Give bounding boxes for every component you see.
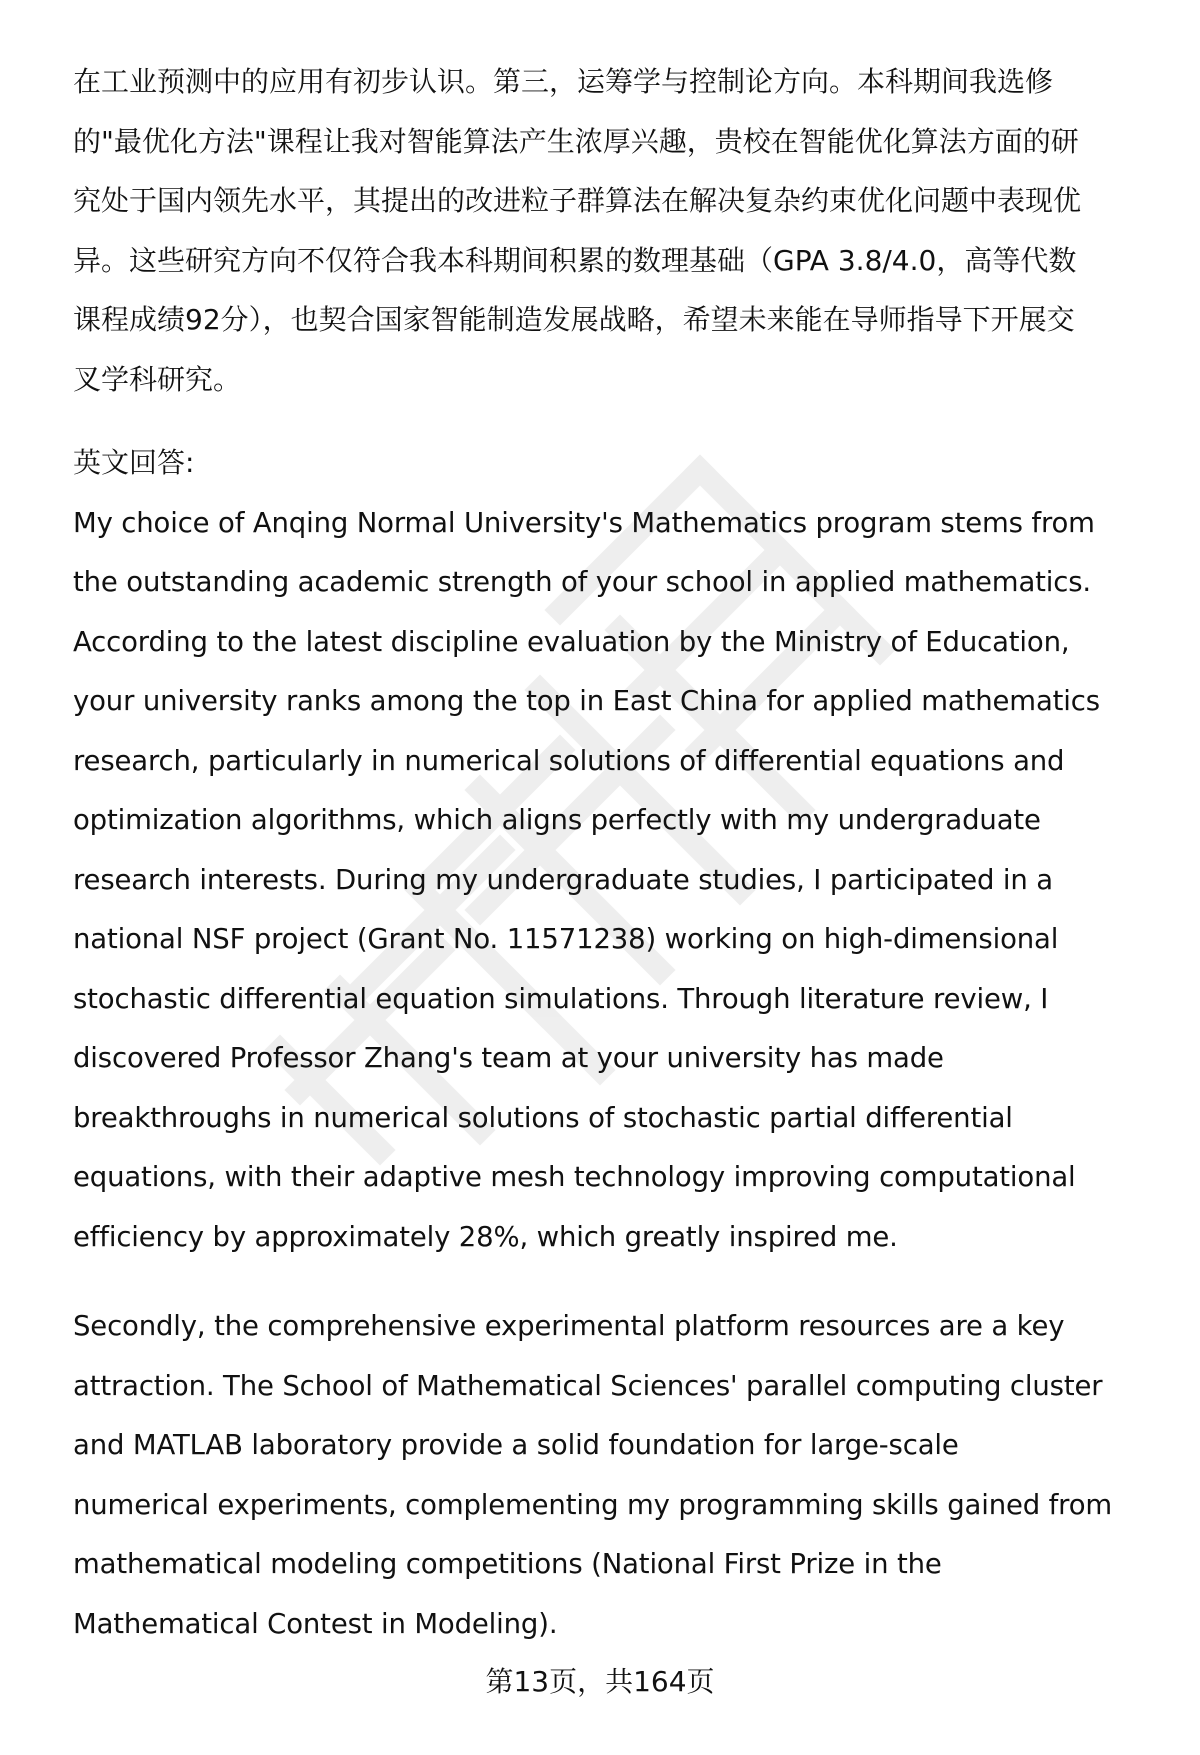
text-line: My choice of Anqing Normal University's Mathematics program stems from bbox=[73, 506, 1095, 539]
paragraph-spacer bbox=[73, 1276, 1163, 1306]
text-line: discovered Professor Zhang's team at your university has made bbox=[73, 1042, 944, 1074]
english-paragraph-2 bbox=[73, 1306, 1163, 1663]
text-line: 异。这些研究方向不仅符合我本科期间积累的数理基础（GPA 3.8/4.0，高等代数 bbox=[73, 243, 1077, 277]
text-line: national NSF project (Grant No. 11571238) working on high-dimensional bbox=[73, 923, 1059, 955]
english-answer-label: 英文回答: bbox=[73, 446, 195, 479]
text-line: 在工业预测中的应用有初步认识。第三，运筹学与控制论方向。本科期间我选修 bbox=[73, 65, 1054, 98]
text-line: research interests. During my undergraduate studies, I participated in a bbox=[73, 863, 1053, 896]
text-line: Secondly, the comprehensive experimental platform resources are a key bbox=[73, 1310, 1065, 1342]
text-line: your university ranks among the top in East China for applied mathematics bbox=[73, 685, 1100, 717]
text-line: efficiency by approximately 28%, which greatly inspired me. bbox=[73, 1220, 898, 1253]
text-line: numerical experiments, complementing my programming skills gained from bbox=[73, 1488, 1113, 1521]
text-line: optimization algorithms, which aligns perfectly with my undergraduate bbox=[73, 804, 1041, 836]
text-line: 的"最优化方法"课程让我对智能算法产生浓厚兴趣，贵校在智能优化算法方面的研 bbox=[73, 124, 1079, 158]
text-line: mathematical modeling competitions (National First Prize in the bbox=[73, 1548, 942, 1580]
text-line: Mathematical Contest in Modeling). bbox=[73, 1607, 558, 1640]
page-number-footer: 第13页，共164页 bbox=[485, 1665, 715, 1698]
text-line: attraction. The School of Mathematical Sciences' parallel computing cluster bbox=[73, 1369, 1103, 1402]
text-line: the outstanding academic strength of your school in applied mathematics. bbox=[73, 566, 1092, 598]
text-line: According to the latest discipline evaluation by the Ministry of Education, bbox=[73, 625, 1070, 658]
text-line: stochastic differential equation simulations. Through literature review, I bbox=[73, 982, 1049, 1015]
text-line: 究处于国内领先水平，其提出的改进粒子群算法在解决复杂约束优化问题中表现优 bbox=[73, 184, 1082, 217]
text-line: and MATLAB laboratory provide a solid foundation for large-scale bbox=[73, 1429, 959, 1461]
text-line: research, particularly in numerical solutions of differential equations and bbox=[73, 744, 1065, 777]
english-paragraph-1 bbox=[73, 503, 1163, 1277]
text-line: 叉学科研究。 bbox=[73, 362, 242, 396]
document-body bbox=[73, 62, 1163, 1663]
text-line: 课程成绩92分），也契合国家智能制造发展战略，希望未来能在导师指导下开展交 bbox=[73, 303, 1075, 336]
text-line: breakthroughs in numerical solutions of stochastic partial differential bbox=[73, 1101, 1013, 1134]
text-line: equations, with their adaptive mesh technology improving computational bbox=[73, 1161, 1076, 1193]
chinese-paragraph bbox=[73, 62, 1163, 419]
